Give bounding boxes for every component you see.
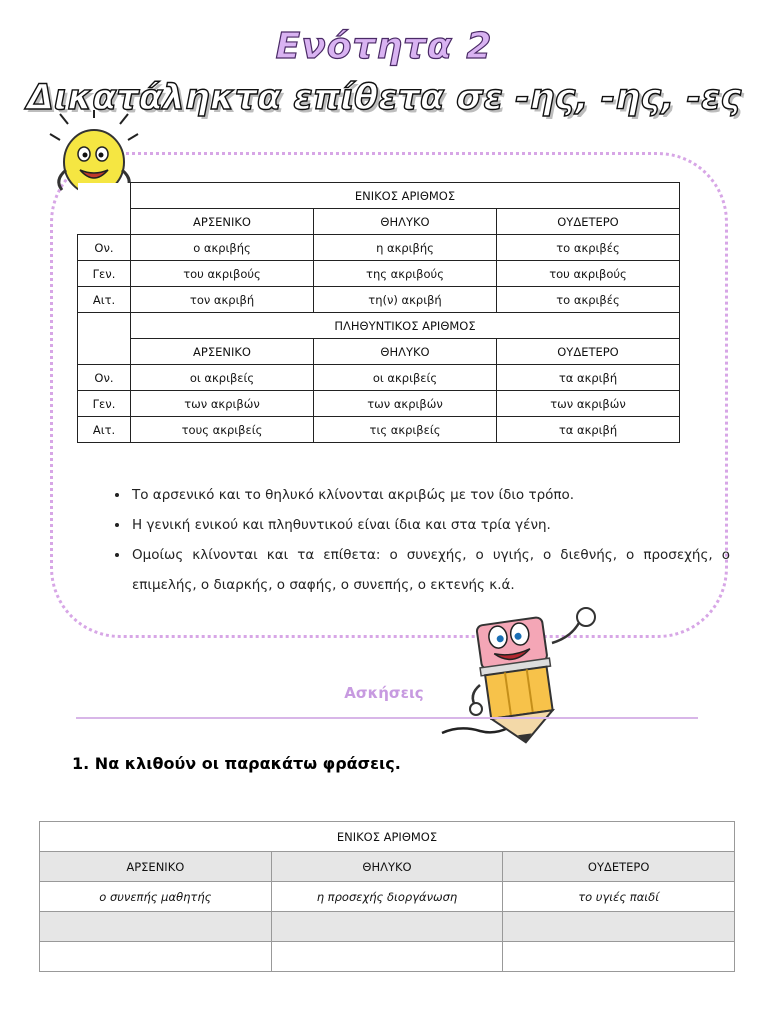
table-cell: το ακριβές <box>497 287 680 313</box>
gender-header: ΑΡΣΕΝΙΚΟ <box>131 209 314 235</box>
table-cell: της ακριβούς <box>314 261 497 287</box>
declension-table <box>77 182 680 443</box>
table-row <box>78 235 680 261</box>
table-cell: τα ακριβή <box>497 365 680 391</box>
gender-header: ΘΗΛΥΚΟ <box>314 339 497 365</box>
question-1: 1. Να κλιθούν οι παρακάτω φράσεις. <box>72 754 401 773</box>
divider <box>76 717 698 719</box>
exercises-heading: Ασκήσεις <box>344 684 424 702</box>
case-label: Αιτ. <box>78 287 131 313</box>
pencil-mascot-icon <box>440 585 610 745</box>
answer-row <box>40 942 735 972</box>
answer-cell[interactable] <box>271 912 503 942</box>
gender-header: ΑΡΣΕΝΙΚΟ <box>40 852 272 882</box>
table-cell: ο ακριβής <box>131 235 314 261</box>
gender-header: ΘΗΛΥΚΟ <box>271 852 503 882</box>
table-row <box>78 417 680 443</box>
exercise-table <box>39 821 735 972</box>
question-text: Να κλιθούν οι παρακάτω φράσεις <box>94 754 395 773</box>
table-cell: τα ακριβή <box>497 417 680 443</box>
table-row <box>78 365 680 391</box>
singular-header: ΕΝΙΚΟΣ ΑΡΙΘΜΟΣ <box>131 183 680 209</box>
example-phrase: το υγιές παιδί <box>503 882 735 912</box>
table-cell: τις ακριβείς <box>314 417 497 443</box>
list-item: • Το αρσενικό και το θηλυκό κλίνονται ακριβώς με τον ίδιο τρόπο. <box>130 480 730 510</box>
gender-header: ΟΥΔΕΤΕΡΟ <box>497 209 680 235</box>
table-cell: τους ακριβείς <box>131 417 314 443</box>
table-cell: οι ακριβείς <box>131 365 314 391</box>
case-label: Ον. <box>78 235 131 261</box>
case-label: Ον. <box>78 365 131 391</box>
gender-header: ΑΡΣΕΝΙΚΟ <box>131 339 314 365</box>
example-phrase: η προσεχής διοργάνωση <box>271 882 503 912</box>
case-label: Αιτ. <box>78 417 131 443</box>
table-cell: τη(ν) ακριβή <box>314 287 497 313</box>
plural-header: ΠΛΗΘΥΝΤΙΚΟΣ ΑΡΙΘΜΟΣ <box>131 313 680 339</box>
example-phrase: ο συνεπής μαθητής <box>40 882 272 912</box>
table-cell: του ακριβούς <box>131 261 314 287</box>
table-cell: των ακριβών <box>497 391 680 417</box>
table-cell: το ακριβές <box>497 235 680 261</box>
rules-list <box>100 480 730 600</box>
answer-row <box>40 912 735 942</box>
answer-cell[interactable] <box>503 912 735 942</box>
answer-cell[interactable] <box>503 942 735 972</box>
exercise-table-title: ΕΝΙΚΟΣ ΑΡΙΘΜΟΣ <box>40 822 735 852</box>
table-cell: των ακριβών <box>314 391 497 417</box>
table-row <box>78 391 680 417</box>
answer-cell[interactable] <box>40 912 272 942</box>
table-cell: η ακριβής <box>314 235 497 261</box>
table-row <box>78 287 680 313</box>
table-row <box>78 261 680 287</box>
gender-header: ΘΗΛΥΚΟ <box>314 209 497 235</box>
list-item: • Ομοίως κλίνονται και τα επίθετα: ο συνεχής, ο υγιής, ο διεθνής, ο προσεχής, ο επιμελής, ο διαρκής, ο σαφής, ο συνεπής, ο εκτενής κ.ά. <box>130 540 730 600</box>
unit-title: Ενότητα 2 <box>275 26 493 67</box>
table-cell: του ακριβούς <box>497 261 680 287</box>
list-item: • Η γενική ενικού και πληθυντικού είναι ίδια και στα τρία γένη. <box>130 510 730 540</box>
case-label: Γεν. <box>78 391 131 417</box>
question-number: 1 <box>72 754 84 773</box>
table-cell: οι ακριβείς <box>314 365 497 391</box>
answer-cell[interactable] <box>271 942 503 972</box>
table-cell: τον ακριβή <box>131 287 314 313</box>
gender-header: ΟΥΔΕΤΕΡΟ <box>497 339 680 365</box>
answer-cell[interactable] <box>40 942 272 972</box>
table-cell: των ακριβών <box>131 391 314 417</box>
lesson-title: Δικατάληκτα επίθετα σε -ης, -ης, -ες <box>26 78 742 118</box>
gender-header: ΟΥΔΕΤΕΡΟ <box>503 852 735 882</box>
case-label: Γεν. <box>78 261 131 287</box>
